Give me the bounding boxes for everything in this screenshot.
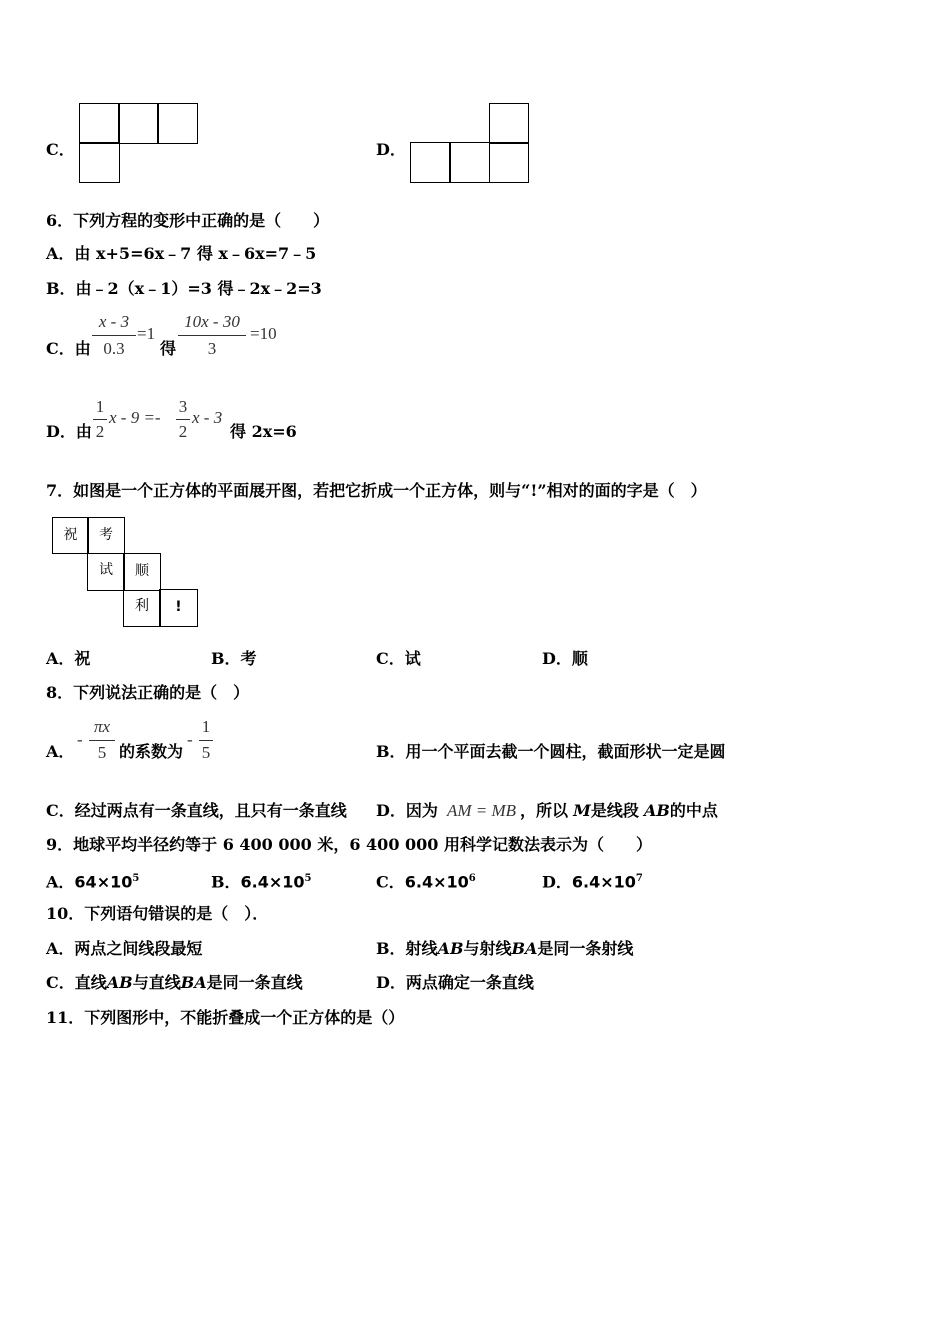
equation-part: =1 bbox=[137, 324, 156, 343]
net-face: 顺 bbox=[123, 553, 161, 591]
fraction-numerator: 10x - 30 bbox=[184, 312, 240, 331]
point-label: M bbox=[573, 801, 591, 820]
ray-label: BA bbox=[511, 939, 538, 958]
fraction-bar bbox=[178, 335, 246, 336]
q8-option-d-tail2: 的中点 bbox=[669, 801, 718, 820]
q8-stem: 8．下列说法正确的是（ ） bbox=[46, 683, 250, 702]
q7-stem: 7．如图是一个正方体的平面展开图，若把它折成一个正方体，则与“!”相对的面的字是（ ） bbox=[46, 481, 707, 500]
option-text: C．直线 bbox=[46, 973, 107, 992]
net-face: 试 bbox=[87, 553, 125, 591]
net-face: 祝 bbox=[52, 517, 89, 554]
grid-square bbox=[410, 142, 451, 183]
q9-option-a[interactable] bbox=[46, 869, 139, 892]
q8-option-d-label: D．因为 bbox=[376, 801, 438, 820]
q7-option-a[interactable]: A．祝 bbox=[46, 649, 91, 668]
option-text: 与射线 bbox=[463, 939, 512, 958]
q6-option-c-de: 得 bbox=[160, 339, 177, 358]
option-text: 与直线 bbox=[132, 973, 181, 992]
q9-option-c[interactable] bbox=[376, 869, 476, 892]
sci-base: 6.4×10 bbox=[240, 872, 305, 892]
fraction-bar bbox=[92, 335, 136, 336]
minus-sign: - bbox=[187, 730, 193, 749]
fraction-bar bbox=[176, 419, 190, 420]
sci-base: 6.4×10 bbox=[404, 872, 469, 892]
q6-stem: 6．下列方程的变形中正确的是（ ） bbox=[46, 211, 330, 230]
q6-option-c-label: C．由 bbox=[46, 339, 91, 358]
sci-exponent: 5 bbox=[132, 873, 140, 884]
fraction-denominator: 0.3 bbox=[103, 339, 125, 358]
fraction-numerator: 1 bbox=[201, 717, 211, 736]
sci-exponent: 7 bbox=[635, 873, 643, 884]
q5-option-d-label[interactable]: D． bbox=[376, 140, 406, 159]
fraction-bar bbox=[89, 740, 115, 741]
q6-option-a[interactable]: A．由 x+5=6x﹣7 得 x﹣6x=7﹣5 bbox=[46, 244, 317, 263]
fraction-denominator: 5 bbox=[97, 743, 107, 762]
grid-square bbox=[157, 103, 198, 144]
q11-stem: 11．下列图形中，不能折叠成一个正方体的是（） bbox=[46, 1008, 405, 1027]
fraction-denominator: 2 bbox=[95, 422, 105, 441]
q10-option-a[interactable]: A．两点之间线段最短 bbox=[46, 939, 203, 958]
equation-part: =10 bbox=[250, 324, 277, 343]
q7-option-b[interactable]: B．考 bbox=[211, 649, 257, 668]
q8-option-d-mid: ，所以 bbox=[520, 801, 569, 820]
grid-square bbox=[449, 142, 490, 183]
q7-option-d[interactable]: D．顺 bbox=[542, 649, 588, 668]
fraction-bar bbox=[199, 740, 213, 741]
grid-square bbox=[489, 103, 529, 144]
line-label: AB bbox=[106, 973, 133, 992]
q9-option-d[interactable] bbox=[542, 869, 643, 892]
net-face: ! bbox=[159, 589, 198, 627]
q10-option-c[interactable] bbox=[46, 973, 303, 993]
option-label: D． bbox=[542, 872, 572, 892]
grid-square bbox=[489, 142, 529, 183]
fraction-bar bbox=[93, 419, 107, 420]
q8-option-a-mid: 的系数为 bbox=[119, 742, 184, 761]
q9-stem: 9．地球平均半径约等于 6 400 000 米，6 400 000 用科学记数法表示为（ ） bbox=[46, 835, 652, 854]
option-label: A． bbox=[46, 872, 75, 892]
grid-square bbox=[118, 103, 159, 144]
grid-square bbox=[79, 142, 120, 183]
fraction-denominator: 3 bbox=[207, 339, 217, 358]
q7-option-c[interactable]: C．试 bbox=[376, 649, 421, 668]
q5-option-c-label[interactable]: C． bbox=[46, 140, 75, 159]
segment-label: AB bbox=[643, 801, 670, 820]
q8-option-d-tail1: 是线段 bbox=[590, 801, 639, 820]
q6-option-d-tail: 得 2x=6 bbox=[230, 422, 297, 441]
line-label: BA bbox=[180, 973, 207, 992]
equation-part: x - 3 bbox=[192, 408, 223, 427]
option-text: 是同一条射线 bbox=[537, 939, 634, 958]
fraction-numerator: 3 bbox=[178, 397, 188, 416]
q10-option-b[interactable] bbox=[376, 939, 633, 959]
equation-part: AM = MB bbox=[446, 801, 517, 820]
grid-square bbox=[79, 103, 120, 144]
fraction-numerator: πx bbox=[93, 717, 111, 736]
option-text: B．射线 bbox=[376, 939, 438, 958]
sci-base: 64×10 bbox=[74, 872, 133, 892]
q10-option-d[interactable]: D．两点确定一条直线 bbox=[376, 973, 534, 992]
q6-option-b[interactable]: B．由﹣2（x﹣1）=3 得﹣2x﹣2=3 bbox=[46, 279, 322, 298]
fraction-numerator: 1 bbox=[95, 397, 105, 416]
q8-option-a-label: A． bbox=[46, 742, 75, 761]
q8-option-d[interactable] bbox=[376, 801, 718, 821]
sci-exponent: 6 bbox=[468, 873, 476, 884]
q8-option-c[interactable]: C．经过两点有一条直线，且只有一条直线 bbox=[46, 801, 347, 820]
option-label: C． bbox=[376, 872, 405, 892]
sci-base: 6.4×10 bbox=[571, 872, 636, 892]
option-label: B． bbox=[211, 872, 241, 892]
equation-part: x - 9 =- bbox=[109, 408, 161, 427]
q8-option-b[interactable]: B．用一个平面去截一个圆柱，截面形状一定是圆 bbox=[376, 742, 726, 761]
q6-option-d-label: D．由 bbox=[46, 422, 92, 441]
option-text: 是同一条直线 bbox=[206, 973, 303, 992]
q9-option-b[interactable] bbox=[211, 869, 312, 892]
fraction-denominator: 5 bbox=[201, 743, 211, 762]
minus-sign: - bbox=[77, 730, 83, 749]
fraction-denominator: 2 bbox=[178, 422, 188, 441]
net-face: 利 bbox=[123, 589, 161, 627]
ray-label: AB bbox=[437, 939, 464, 958]
net-face: 考 bbox=[87, 517, 125, 554]
fraction-numerator: x - 3 bbox=[98, 312, 130, 331]
sci-exponent: 5 bbox=[304, 873, 312, 884]
q10-stem: 10．下列语句错误的是（ ）． bbox=[46, 904, 269, 923]
